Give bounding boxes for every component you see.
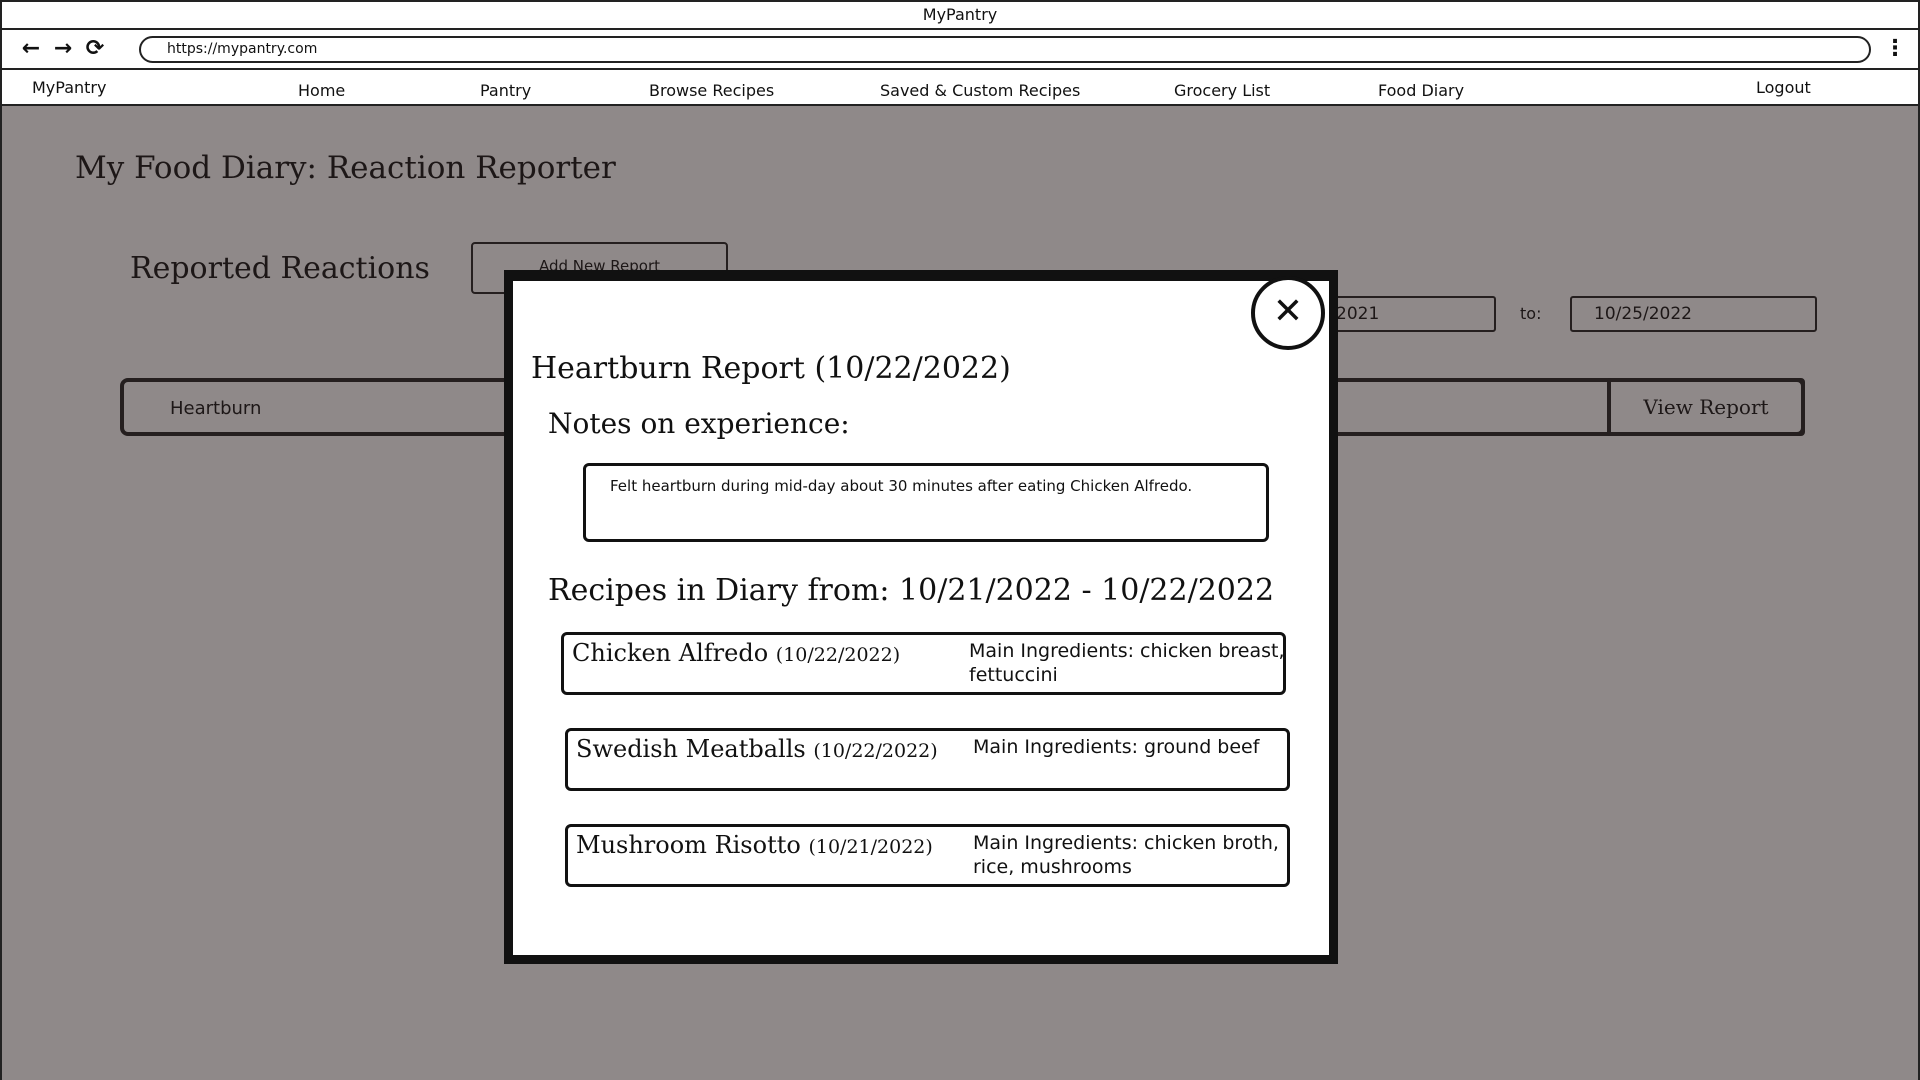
modal-title: Heartburn Report (10/22/2022) [531,351,1011,386]
recipe-item[interactable] [565,824,1290,887]
recipe-ingredients: Main Ingredients: ground beef [973,736,1260,758]
recipe-date: (10/22/2022) [775,644,901,666]
recipes-label: Recipes in Diary from: 10/21/2022 - 10/22/2022 [548,573,1275,608]
window-title: MyPantry [2,2,1918,30]
recipe-ingredients: Main Ingredients: chicken broth, rice, mushrooms [973,832,1279,878]
address-bar [2,30,1918,70]
recipe-name: Mushroom Risotto (10/21/2022) [576,831,933,859]
report-modal [504,270,1338,964]
nav-food-diary[interactable]: Food Diary [1378,81,1465,100]
recipe-name: Swedish Meatballs (10/22/2022) [576,735,938,763]
notes-text: Felt heartburn during mid-day about 30 minutes after eating Chicken Alfredo. [583,463,1269,542]
nav-grocery-list[interactable]: Grocery List [1174,81,1271,100]
brand-logo[interactable]: MyPantry [32,78,107,97]
nav-browse-recipes[interactable]: Browse Recipes [649,81,775,100]
notes-label: Notes on experience: [548,407,850,440]
logout-link[interactable]: Logout [1756,78,1811,97]
nav-home[interactable]: Home [298,81,346,100]
back-arrow-icon[interactable]: ← [21,36,41,61]
recipe-date: (10/22/2022) [813,740,938,762]
nav-pantry[interactable]: Pantry [480,81,532,100]
recipe-ingredients: Main Ingredients: chicken breast, fettuccini [969,640,1285,686]
close-icon[interactable]: ✕ [1251,276,1325,350]
url-input[interactable]: https://mypantry.com [139,36,1871,63]
browser-menu-icon[interactable]: ⋮ [1884,36,1906,61]
recipe-item[interactable] [561,632,1286,695]
site-navbar [2,70,1918,106]
recipe-item[interactable] [565,728,1290,791]
recipe-name: Chicken Alfredo (10/22/2022) [572,639,901,667]
nav-saved-custom-recipes[interactable]: Saved & Custom Recipes [880,81,1081,100]
reload-icon[interactable]: ⟳ [85,36,105,61]
recipe-date: (10/21/2022) [808,836,933,858]
forward-arrow-icon[interactable]: → [53,36,73,61]
